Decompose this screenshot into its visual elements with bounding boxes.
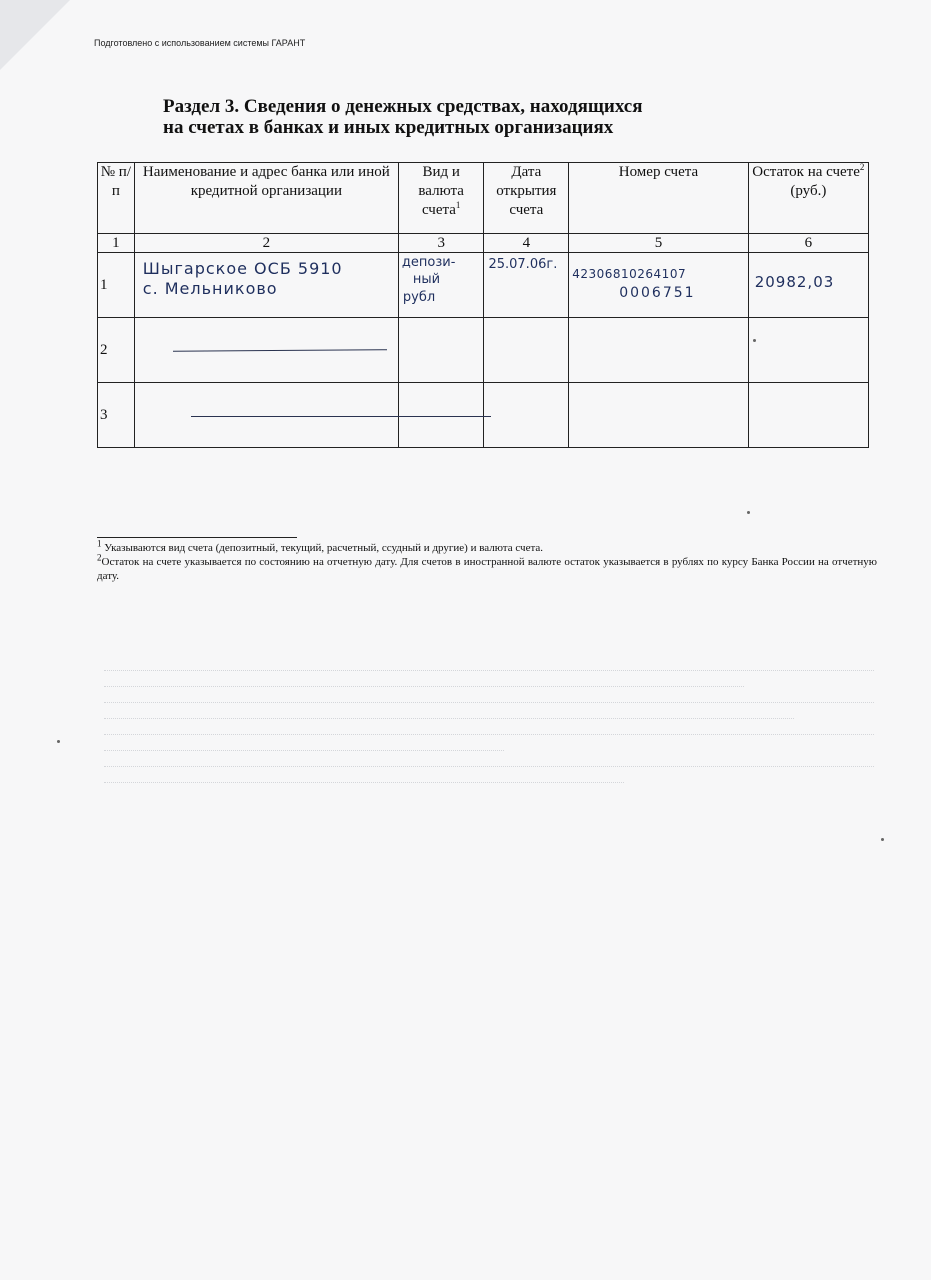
table-row (98, 253, 869, 318)
bleed-through-texture (104, 663, 874, 783)
column-number: 6 (748, 234, 868, 253)
header-type (398, 163, 484, 234)
header-date-text: Дата открытия счета (496, 164, 557, 218)
table-header-row (98, 163, 869, 234)
balance-cell (748, 383, 868, 448)
bank-name-line1: Шыгарское ОСБ 5910 (142, 259, 343, 278)
scan-speck (881, 838, 884, 841)
header-balance-text: Остаток на счете (752, 164, 860, 180)
section-title-line2: на счетах в банках и иных кредитных организациях (163, 117, 614, 138)
open-date-cell (484, 253, 569, 318)
account-type-line3: рубл (402, 290, 436, 305)
open-date-cell (484, 318, 569, 383)
header-balance (748, 163, 868, 234)
header-balance-unit: (руб.) (790, 183, 827, 199)
account-type-cell (398, 253, 484, 318)
header-bank-text: Наименование и адрес банка или иной кредитной организации (142, 164, 390, 199)
open-date-cell (484, 383, 569, 448)
footnote-1 (97, 538, 877, 555)
folded-corner (0, 0, 70, 70)
header-balance-footnote-mark: 2 (859, 162, 865, 172)
header-num-text: № п/п (100, 164, 132, 199)
scan-speck (747, 511, 750, 514)
table-row (98, 318, 869, 383)
footnote-2 (97, 552, 877, 583)
column-number: 3 (398, 234, 484, 253)
row-number: 3 (98, 383, 135, 448)
row-number: 2 (98, 318, 135, 383)
bank-name-line2: с. Мельниково (142, 279, 278, 298)
table-row (98, 383, 869, 448)
balance-cell (748, 253, 868, 318)
account-type-cell (398, 318, 484, 383)
column-number-row (98, 234, 869, 253)
column-number: 4 (484, 234, 569, 253)
header-account (569, 163, 749, 234)
balance-cell (748, 318, 868, 383)
header-type-text: Вид и валюта счета (418, 164, 464, 218)
header-account-text: Номер счета (618, 164, 699, 180)
open-date-value: 25.07.06г. (488, 257, 558, 272)
account-number-cell (569, 318, 749, 383)
header-bank (134, 163, 398, 234)
account-number-line2: 0006751 (619, 285, 696, 301)
account-number-cell (569, 253, 749, 318)
balance-value: 20982,03 (754, 273, 835, 291)
account-number-line1: 42306810264107 (572, 267, 687, 281)
header-num (98, 163, 135, 234)
column-number: 1 (98, 234, 135, 253)
bank-name-cell (134, 318, 398, 383)
account-type-line2: ный (412, 272, 441, 287)
garant-header-note: Подготовлено с использованием системы ГАРАНТ (94, 38, 306, 48)
account-type-cell (398, 383, 484, 448)
scan-speck (57, 740, 60, 743)
column-number: 5 (569, 234, 749, 253)
bank-name-cell (134, 383, 398, 448)
section-title-line1: Раздел 3. Сведения о денежных средствах, находящихся (163, 96, 643, 117)
footnote-2-text: Остаток на счете указывается по состоянию на отчетную дату. Для счетов в иностранной валюте остаток указывается в рублях по курсу Банка России на отчетную дату. (97, 556, 877, 582)
header-type-footnote-mark: 1 (455, 200, 461, 210)
blank-dash-stroke (173, 349, 387, 351)
footnote-1-mark: 1 (97, 538, 102, 549)
footnote-1-text: Указываются вид счета (депозитный, текущий, расчетный, ссудный и другие) и валюта счета. (101, 542, 544, 554)
bank-name-cell (134, 253, 398, 318)
header-date (484, 163, 569, 234)
footnote-rule (97, 537, 297, 538)
section-title (163, 96, 783, 138)
account-type-line1: депози- (401, 255, 456, 270)
footnote-2-mark: 2 (97, 552, 102, 563)
bank-accounts-table (97, 162, 869, 448)
row-number: 1 (98, 253, 135, 318)
column-number: 2 (134, 234, 398, 253)
account-number-cell (569, 383, 749, 448)
